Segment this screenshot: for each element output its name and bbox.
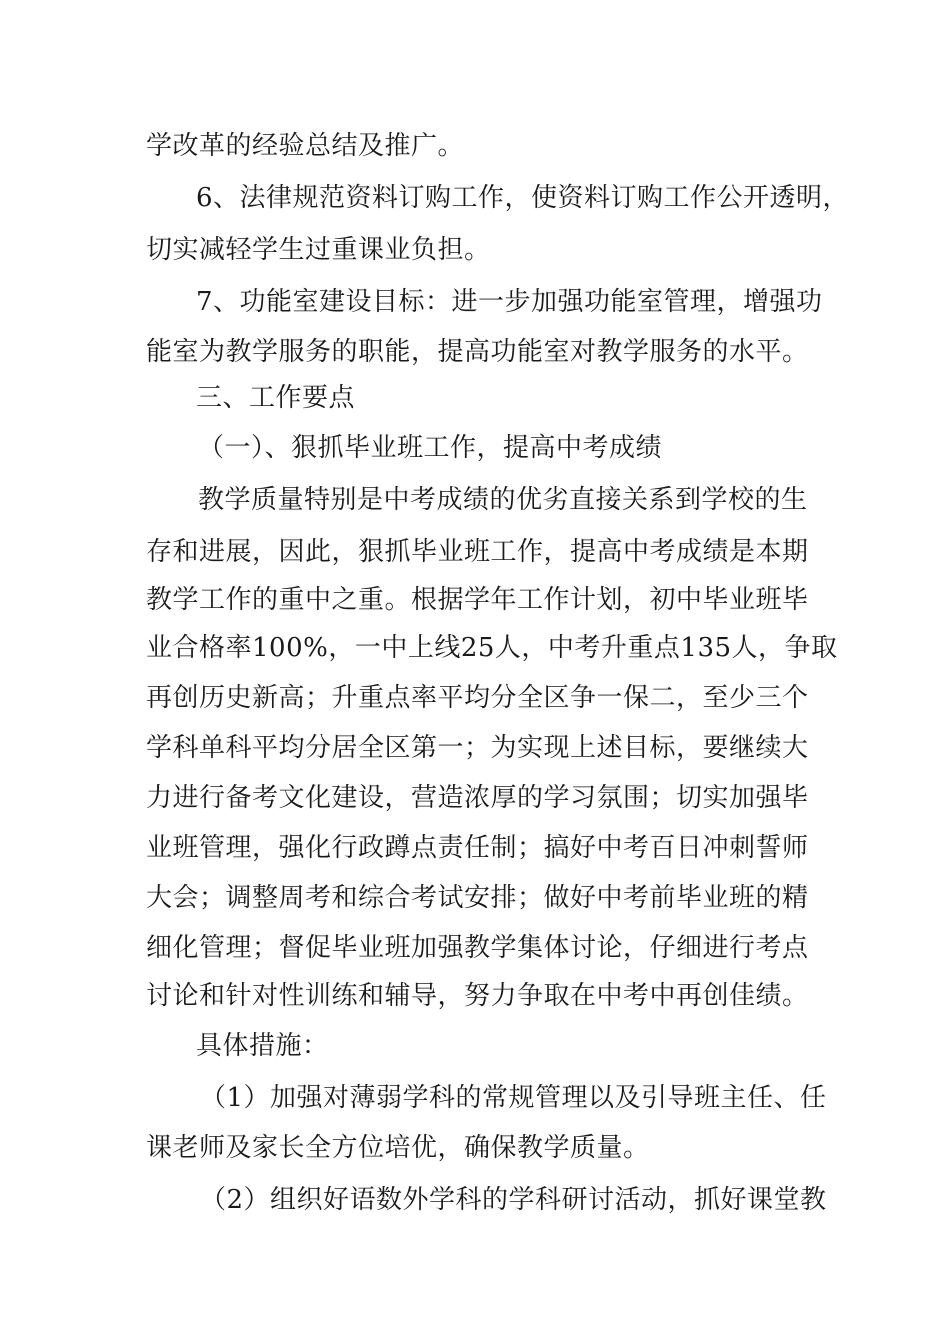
text-line: 6、法律规范资料订购工作，使资料订购工作公开透明， [196,183,850,213]
text-line: （2）组织好语数外学科的学科研讨活动，抓好课堂教 [200,1185,827,1215]
text-line: 学科单科平均分居全区第一；为实现上述目标，要继续大 [146,733,809,763]
text-line: 具体措施： [196,1031,329,1061]
text-line: （1）加强对薄弱学科的常规管理以及引导班主任、任 [200,1083,827,1113]
section-heading: 三、工作要点 [196,383,356,413]
text-line: 教学质量特别是中考成绩的优劣直接关系到学校的生 [198,485,808,515]
text-line: 能室为教学服务的职能，提高功能室对教学服务的水平。 [146,337,809,367]
text-line: 切实减轻学生过重课业负担。 [146,235,491,265]
text-line: 业合格率100%，一中上线25人，中考升重点135人，争取 [146,633,838,663]
text-line: 课老师及家长全方位培优，确保教学质量。 [146,1133,650,1163]
text-line: 大会；调整周考和综合考试安排；做好中考前毕业班的精 [146,883,809,913]
text-line: 讨论和针对性训练和辅导，努力争取在中考中再创佳绩。 [146,981,809,1011]
text-line: 7、功能室建设目标：进一步加强功能室管理，增强功 [196,287,823,317]
text-line: 存和进展，因此，狠抓毕业班工作，提高中考成绩是本期 [146,537,809,567]
text-line: 再创历史新高；升重点率平均分全区争一保二，至少三个 [146,683,809,713]
text-line: 业班管理，强化行政蹲点责任制；搞好中考百日冲刺誓师 [146,833,809,863]
subsection-heading: （一）、狠抓毕业班工作，提高中考成绩 [198,433,663,463]
text-line: 学改革的经验总结及推广。 [146,131,465,161]
text-line: 教学工作的重中之重。根据学年工作计划，初中毕业班毕 [146,585,809,615]
text-line: 力进行备考文化建设，营造浓厚的学习氛围；切实加强毕 [146,783,809,813]
text-line: 细化管理；督促毕业班加强教学集体讨论，仔细进行考点 [146,933,809,963]
